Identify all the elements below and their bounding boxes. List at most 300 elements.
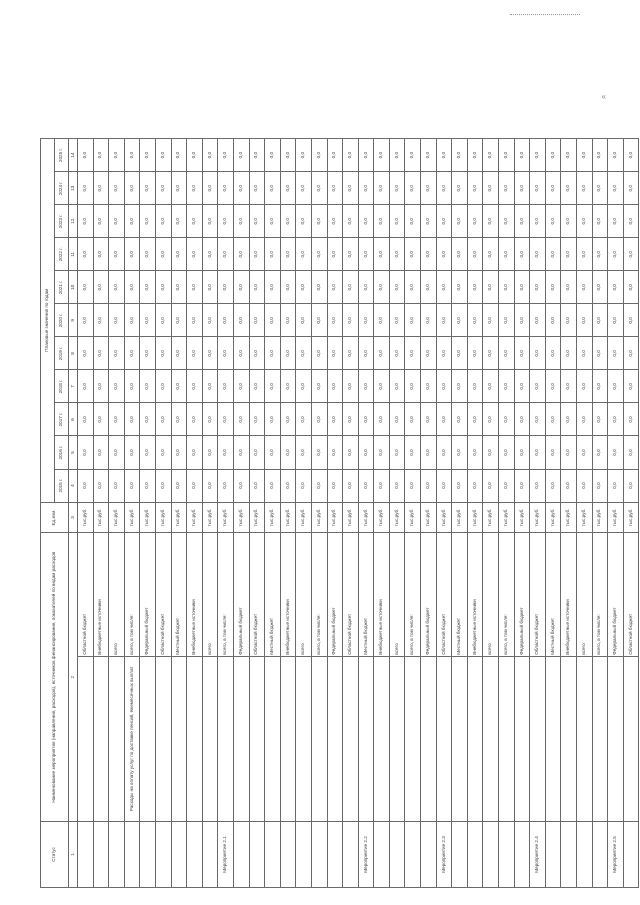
header-column-number: 9	[69, 304, 78, 337]
row-value-cell: 0,0	[78, 205, 94, 238]
row-value-cell: 0,0	[577, 304, 593, 337]
header-column-number: 2	[69, 533, 78, 822]
row-value-cell: 0,0	[514, 436, 530, 469]
table-row	[124, 139, 140, 888]
row-value-cell: 0,0	[233, 205, 249, 238]
row-label-cell: Внебюджетные источники	[280, 533, 296, 656]
row-value-cell: 0,0	[561, 271, 577, 304]
row-value-cell: 0,0	[296, 238, 312, 271]
row-label-cell: Внебюджетные источники	[467, 533, 483, 656]
row-value-cell: 0,0	[327, 139, 343, 172]
row-value-cell: 0,0	[577, 436, 593, 469]
row-value-cell: 0,0	[202, 139, 218, 172]
row-value-cell: 0,0	[311, 337, 327, 370]
row-unit-cell: тыс.руб.	[483, 502, 499, 533]
row-value-cell: 0,0	[124, 337, 140, 370]
row-value-cell: 0,0	[436, 469, 452, 502]
row-group-cell	[265, 656, 281, 821]
row-value-cell: 0,0	[467, 436, 483, 469]
row-value-cell: 0,0	[187, 304, 203, 337]
row-group-cell	[249, 656, 265, 821]
row-value-cell: 0,0	[483, 304, 499, 337]
row-value-cell: 0,0	[545, 238, 561, 271]
row-label-cell: всего	[389, 533, 405, 656]
row-value-cell: 0,0	[171, 304, 187, 337]
row-value-cell: 0,0	[389, 370, 405, 403]
table-row	[499, 139, 515, 888]
row-value-cell: 0,0	[327, 271, 343, 304]
header-year: 2025 г.	[55, 139, 69, 172]
row-value-cell: 0,0	[623, 436, 639, 469]
row-value-cell: 0,0	[265, 172, 281, 205]
row-status-cell	[233, 821, 249, 887]
row-value-cell: 0,0	[171, 370, 187, 403]
row-value-cell: 0,0	[499, 304, 515, 337]
row-status-cell	[514, 821, 530, 887]
row-label-cell: Областной бюджет	[530, 533, 546, 656]
row-value-cell: 0,0	[296, 469, 312, 502]
row-value-cell: 0,0	[358, 337, 374, 370]
row-unit-cell: тыс.руб.	[608, 502, 624, 533]
row-group-cell	[514, 656, 530, 821]
row-value-cell: 0,0	[358, 172, 374, 205]
row-value-cell: 0,0	[249, 436, 265, 469]
row-value-cell: 0,0	[436, 238, 452, 271]
table-row	[483, 139, 499, 888]
row-label-cell: Внебюджетные источники	[93, 533, 109, 656]
row-value-cell: 0,0	[93, 337, 109, 370]
row-value-cell: 0,0	[311, 403, 327, 436]
row-value-cell: 0,0	[436, 139, 452, 172]
row-value-cell: 0,0	[187, 337, 203, 370]
row-value-cell: 0,0	[311, 271, 327, 304]
row-value-cell: 0,0	[530, 469, 546, 502]
row-unit-cell: тыс.руб.	[249, 502, 265, 533]
row-value-cell: 0,0	[187, 271, 203, 304]
row-value-cell: 0,0	[233, 304, 249, 337]
row-label-cell: Федеральный бюджет	[421, 533, 437, 656]
row-status-cell	[389, 821, 405, 887]
row-label-cell: Областной бюджет	[78, 533, 94, 656]
row-value-cell: 0,0	[467, 337, 483, 370]
row-value-cell: 0,0	[545, 337, 561, 370]
row-value-cell: 0,0	[608, 337, 624, 370]
row-status-cell	[93, 821, 109, 887]
row-value-cell: 0,0	[187, 238, 203, 271]
row-value-cell: 0,0	[124, 238, 140, 271]
row-label-cell: Местный бюджет	[358, 533, 374, 656]
row-value-cell: 0,0	[327, 337, 343, 370]
row-value-cell: 0,0	[592, 469, 608, 502]
row-value-cell: 0,0	[155, 436, 171, 469]
row-value-cell: 0,0	[389, 238, 405, 271]
row-status-cell: Мероприятие 2.3	[436, 821, 452, 887]
row-value-cell: 0,0	[374, 469, 390, 502]
row-value-cell: 0,0	[140, 205, 156, 238]
row-label-cell: всего	[296, 533, 312, 656]
table-row	[623, 139, 639, 888]
header-column-number: 1	[69, 821, 78, 887]
row-value-cell: 0,0	[109, 370, 125, 403]
row-value-cell: 0,0	[545, 370, 561, 403]
row-unit-cell: тыс.руб.	[514, 502, 530, 533]
row-group-cell	[187, 656, 203, 821]
row-value-cell: 0,0	[218, 337, 234, 370]
row-label-cell: Областной бюджет	[249, 533, 265, 656]
row-status-cell	[483, 821, 499, 887]
row-value-cell: 0,0	[233, 469, 249, 502]
row-group-cell	[140, 656, 156, 821]
row-value-cell: 0,0	[608, 403, 624, 436]
row-value-cell: 0,0	[358, 271, 374, 304]
header-column-number: 13	[69, 172, 78, 205]
header-year: 2022 г.	[55, 238, 69, 271]
row-status-cell	[155, 821, 171, 887]
row-value-cell: 0,0	[483, 469, 499, 502]
row-unit-cell: тыс.руб.	[499, 502, 515, 533]
row-value-cell: 0,0	[218, 205, 234, 238]
row-value-cell: 0,0	[155, 172, 171, 205]
row-value-cell: 0,0	[358, 370, 374, 403]
row-value-cell: 0,0	[265, 469, 281, 502]
table-row	[296, 139, 312, 888]
row-value-cell: 0,0	[608, 469, 624, 502]
row-value-cell: 0,0	[109, 271, 125, 304]
row-value-cell: 0,0	[140, 337, 156, 370]
row-value-cell: 0,0	[296, 403, 312, 436]
row-value-cell: 0,0	[343, 271, 359, 304]
row-value-cell: 0,0	[171, 469, 187, 502]
row-value-cell: 0,0	[311, 205, 327, 238]
row-group-cell: Расходы на оплату услуг по доставке пенсий, ежемесячных выплат	[124, 656, 140, 821]
row-group-cell	[483, 656, 499, 821]
table-row	[608, 139, 624, 888]
row-unit-cell: тыс.руб.	[343, 502, 359, 533]
table-row	[592, 139, 608, 888]
table-row	[78, 139, 94, 888]
row-value-cell: 0,0	[530, 139, 546, 172]
row-value-cell: 0,0	[405, 172, 421, 205]
row-group-cell	[452, 656, 468, 821]
row-unit-cell: тыс.руб.	[358, 502, 374, 533]
row-value-cell: 0,0	[623, 139, 639, 172]
row-value-cell: 0,0	[109, 205, 125, 238]
row-value-cell: 0,0	[327, 172, 343, 205]
row-value-cell: 0,0	[499, 403, 515, 436]
row-value-cell: 0,0	[265, 370, 281, 403]
row-status-cell	[140, 821, 156, 887]
row-unit-cell: тыс.руб.	[124, 502, 140, 533]
row-value-cell: 0,0	[561, 436, 577, 469]
header-year: 2018 г.	[55, 370, 69, 403]
row-value-cell: 0,0	[140, 238, 156, 271]
rotated-table-area	[40, 138, 633, 888]
row-value-cell: 0,0	[452, 271, 468, 304]
table-row	[155, 139, 171, 888]
row-value-cell: 0,0	[577, 238, 593, 271]
row-label-cell: Внебюджетные источники	[374, 533, 390, 656]
row-value-cell: 0,0	[374, 436, 390, 469]
page-number: «	[601, 92, 606, 101]
row-value-cell: 0,0	[218, 172, 234, 205]
row-label-cell: Федеральный бюджет	[514, 533, 530, 656]
header-name: Наименование мероприятия (направления, расходов), источников финансирования, показателей по видам расходов	[41, 533, 69, 822]
row-unit-cell: тыс.руб.	[561, 502, 577, 533]
row-group-cell	[623, 656, 639, 821]
row-value-cell: 0,0	[623, 469, 639, 502]
table-row	[358, 139, 374, 888]
row-status-cell	[78, 821, 94, 887]
row-value-cell: 0,0	[311, 304, 327, 337]
row-value-cell: 0,0	[218, 238, 234, 271]
table-row	[311, 139, 327, 888]
row-value-cell: 0,0	[124, 139, 140, 172]
row-value-cell: 0,0	[483, 238, 499, 271]
row-value-cell: 0,0	[561, 172, 577, 205]
row-value-cell: 0,0	[592, 370, 608, 403]
table-row	[405, 139, 421, 888]
row-value-cell: 0,0	[499, 139, 515, 172]
row-label-cell: Федеральный бюджет	[233, 533, 249, 656]
table-row	[467, 139, 483, 888]
row-status-cell	[421, 821, 437, 887]
row-value-cell: 0,0	[249, 370, 265, 403]
row-value-cell: 0,0	[93, 304, 109, 337]
row-value-cell: 0,0	[233, 370, 249, 403]
row-status-cell	[187, 821, 203, 887]
row-value-cell: 0,0	[483, 172, 499, 205]
row-value-cell: 0,0	[514, 172, 530, 205]
table-row	[140, 139, 156, 888]
header-status: Статус	[41, 821, 69, 887]
row-value-cell: 0,0	[499, 238, 515, 271]
row-value-cell: 0,0	[124, 370, 140, 403]
row-value-cell: 0,0	[374, 403, 390, 436]
row-unit-cell: тыс.руб.	[389, 502, 405, 533]
row-value-cell: 0,0	[249, 238, 265, 271]
table-row	[218, 139, 234, 888]
row-status-cell	[343, 821, 359, 887]
row-value-cell: 0,0	[530, 172, 546, 205]
row-value-cell: 0,0	[202, 469, 218, 502]
row-label-cell: всего	[109, 533, 125, 656]
row-value-cell: 0,0	[218, 304, 234, 337]
row-group-cell	[499, 656, 515, 821]
row-value-cell: 0,0	[405, 139, 421, 172]
row-value-cell: 0,0	[592, 436, 608, 469]
row-value-cell: 0,0	[280, 139, 296, 172]
header-year: 2021 г.	[55, 271, 69, 304]
row-status-cell	[327, 821, 343, 887]
table-row	[545, 139, 561, 888]
row-unit-cell: тыс.руб.	[374, 502, 390, 533]
row-status-cell	[171, 821, 187, 887]
row-value-cell: 0,0	[514, 403, 530, 436]
row-value-cell: 0,0	[467, 271, 483, 304]
row-value-cell: 0,0	[296, 337, 312, 370]
row-group-cell	[545, 656, 561, 821]
row-value-cell: 0,0	[577, 172, 593, 205]
header-column-number: 11	[69, 238, 78, 271]
row-value-cell: 0,0	[265, 139, 281, 172]
row-value-cell: 0,0	[311, 172, 327, 205]
row-group-cell	[233, 656, 249, 821]
row-value-cell: 0,0	[436, 172, 452, 205]
row-value-cell: 0,0	[358, 238, 374, 271]
row-unit-cell: тыс.руб.	[140, 502, 156, 533]
row-value-cell: 0,0	[233, 436, 249, 469]
row-value-cell: 0,0	[405, 238, 421, 271]
row-value-cell: 0,0	[452, 172, 468, 205]
row-value-cell: 0,0	[499, 205, 515, 238]
row-value-cell: 0,0	[514, 205, 530, 238]
table-row	[530, 139, 546, 888]
row-value-cell: 0,0	[436, 337, 452, 370]
row-value-cell: 0,0	[483, 139, 499, 172]
table-row	[265, 139, 281, 888]
row-value-cell: 0,0	[78, 304, 94, 337]
row-value-cell: 0,0	[561, 205, 577, 238]
row-value-cell: 0,0	[280, 271, 296, 304]
header-year: 2019 г.	[55, 337, 69, 370]
row-value-cell: 0,0	[374, 304, 390, 337]
row-status-cell	[296, 821, 312, 887]
row-value-cell: 0,0	[140, 436, 156, 469]
row-value-cell: 0,0	[389, 172, 405, 205]
row-value-cell: 0,0	[187, 403, 203, 436]
row-value-cell: 0,0	[467, 238, 483, 271]
row-value-cell: 0,0	[93, 271, 109, 304]
row-unit-cell: тыс.руб.	[436, 502, 452, 533]
row-value-cell: 0,0	[452, 238, 468, 271]
row-value-cell: 0,0	[296, 370, 312, 403]
row-label-cell: Федеральный бюджет	[608, 533, 624, 656]
row-value-cell: 0,0	[249, 172, 265, 205]
row-value-cell: 0,0	[343, 370, 359, 403]
header-column-number: 8	[69, 337, 78, 370]
row-value-cell: 0,0	[592, 139, 608, 172]
row-value-cell: 0,0	[343, 172, 359, 205]
row-value-cell: 0,0	[124, 469, 140, 502]
row-unit-cell: тыс.руб.	[421, 502, 437, 533]
row-group-cell	[577, 656, 593, 821]
table-row	[389, 139, 405, 888]
row-value-cell: 0,0	[421, 337, 437, 370]
row-value-cell: 0,0	[467, 403, 483, 436]
row-label-cell: Местный бюджет	[545, 533, 561, 656]
row-value-cell: 0,0	[78, 238, 94, 271]
row-value-cell: 0,0	[561, 370, 577, 403]
row-value-cell: 0,0	[374, 370, 390, 403]
row-value-cell: 0,0	[421, 139, 437, 172]
row-value-cell: 0,0	[483, 271, 499, 304]
row-value-cell: 0,0	[265, 337, 281, 370]
row-value-cell: 0,0	[561, 337, 577, 370]
row-value-cell: 0,0	[452, 436, 468, 469]
row-value-cell: 0,0	[155, 337, 171, 370]
row-status-cell	[280, 821, 296, 887]
row-status-cell	[124, 821, 140, 887]
row-value-cell: 0,0	[78, 172, 94, 205]
row-value-cell: 0,0	[78, 139, 94, 172]
row-value-cell: 0,0	[109, 469, 125, 502]
row-value-cell: 0,0	[249, 403, 265, 436]
row-unit-cell: тыс.руб.	[452, 502, 468, 533]
row-value-cell: 0,0	[421, 304, 437, 337]
row-value-cell: 0,0	[265, 403, 281, 436]
row-value-cell: 0,0	[171, 337, 187, 370]
row-value-cell: 0,0	[93, 139, 109, 172]
row-label-cell: всего, в том числе:	[592, 533, 608, 656]
row-value-cell: 0,0	[499, 370, 515, 403]
row-status-cell	[202, 821, 218, 887]
header-column-number: 12	[69, 205, 78, 238]
row-status-cell	[374, 821, 390, 887]
row-value-cell: 0,0	[421, 436, 437, 469]
row-value-cell: 0,0	[577, 370, 593, 403]
row-label-cell: Местный бюджет	[265, 533, 281, 656]
table-row	[109, 139, 125, 888]
row-value-cell: 0,0	[374, 337, 390, 370]
row-value-cell: 0,0	[218, 370, 234, 403]
header-column-number: 5	[69, 436, 78, 469]
row-value-cell: 0,0	[249, 205, 265, 238]
row-value-cell: 0,0	[530, 271, 546, 304]
budget-table	[40, 138, 639, 888]
row-value-cell: 0,0	[124, 172, 140, 205]
row-value-cell: 0,0	[452, 205, 468, 238]
header-year: 2015 г.	[55, 469, 69, 502]
row-value-cell: 0,0	[483, 337, 499, 370]
row-value-cell: 0,0	[405, 337, 421, 370]
row-value-cell: 0,0	[93, 436, 109, 469]
row-value-cell: 0,0	[187, 139, 203, 172]
row-value-cell: 0,0	[155, 370, 171, 403]
row-value-cell: 0,0	[405, 370, 421, 403]
row-value-cell: 0,0	[155, 469, 171, 502]
row-value-cell: 0,0	[452, 337, 468, 370]
row-label-cell: всего, в том числе:	[124, 533, 140, 656]
row-value-cell: 0,0	[608, 370, 624, 403]
row-value-cell: 0,0	[608, 304, 624, 337]
row-group-cell	[561, 656, 577, 821]
row-value-cell: 0,0	[140, 403, 156, 436]
row-value-cell: 0,0	[405, 205, 421, 238]
row-value-cell: 0,0	[140, 469, 156, 502]
row-value-cell: 0,0	[327, 205, 343, 238]
row-value-cell: 0,0	[483, 403, 499, 436]
row-value-cell: 0,0	[436, 205, 452, 238]
row-value-cell: 0,0	[311, 139, 327, 172]
row-status-cell: Мероприятие 2.2	[358, 821, 374, 887]
row-status-cell	[265, 821, 281, 887]
row-value-cell: 0,0	[436, 304, 452, 337]
row-value-cell: 0,0	[389, 403, 405, 436]
row-value-cell: 0,0	[343, 238, 359, 271]
row-value-cell: 0,0	[140, 304, 156, 337]
row-unit-cell: тыс.руб.	[467, 502, 483, 533]
row-unit-cell: тыс.руб.	[311, 502, 327, 533]
row-value-cell: 0,0	[561, 238, 577, 271]
row-value-cell: 0,0	[436, 436, 452, 469]
row-value-cell: 0,0	[109, 337, 125, 370]
row-group-cell	[405, 656, 421, 821]
row-value-cell: 0,0	[405, 436, 421, 469]
row-value-cell: 0,0	[187, 469, 203, 502]
row-group-cell	[280, 656, 296, 821]
row-label-cell: Местный бюджет	[171, 533, 187, 656]
row-label-cell: Федеральный бюджет	[140, 533, 156, 656]
